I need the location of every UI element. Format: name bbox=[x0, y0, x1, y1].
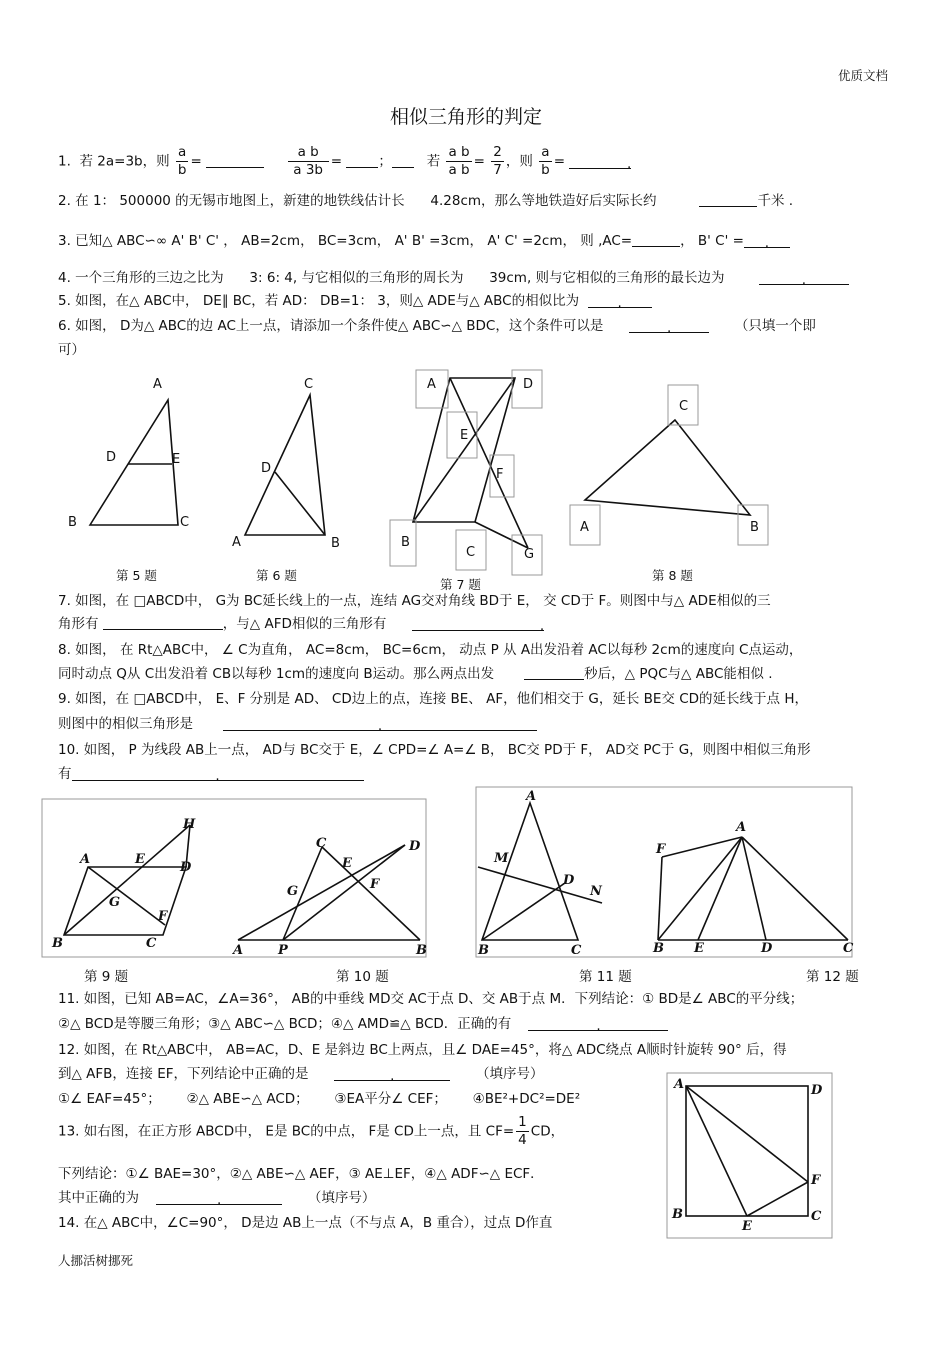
page-title: 相似三角形的判定 bbox=[390, 106, 543, 128]
fig12-label-a: A bbox=[736, 820, 747, 835]
answer-blank[interactable]: . bbox=[72, 766, 364, 781]
answer-blank[interactable] bbox=[392, 153, 414, 168]
fig5-caption: 第 5 题 bbox=[116, 568, 157, 583]
figure-13 bbox=[666, 1072, 834, 1240]
fig13-label-e: E bbox=[742, 1219, 752, 1234]
answer-blank[interactable]: . bbox=[412, 616, 544, 631]
fig8-caption: 第 8 题 bbox=[652, 568, 693, 583]
fig9-label-h: H bbox=[183, 817, 196, 832]
fig11-label-b: B bbox=[478, 943, 489, 958]
fig9-label-f: F bbox=[158, 909, 168, 924]
fraction-2-7: $\frac{2}{7}$ bbox=[493, 144, 502, 178]
fig9-frame bbox=[42, 799, 426, 957]
fig11-caption: 第 11 题 bbox=[579, 969, 632, 985]
fig8-label-a: A bbox=[580, 520, 589, 535]
fig9-label-d: D bbox=[180, 860, 192, 875]
fraction-expression: $\frac{\text{a b}}{a 3b}$ bbox=[288, 144, 329, 179]
fig11-label-d: D bbox=[563, 873, 575, 888]
question-4: 4. 一个三角形的三边之比为 3: 6: 4, 与它相似的三角形的周长为 39cm, 则与它相似的三角形的最长边为 . bbox=[58, 268, 898, 288]
answer-blank[interactable] bbox=[103, 615, 223, 630]
fig10-label-c: C bbox=[316, 836, 327, 851]
answer-blank[interactable] bbox=[524, 665, 584, 680]
fig10-label-f: F bbox=[370, 877, 380, 892]
fig9-parallelogram bbox=[64, 867, 186, 935]
question-7: 7. 如图，在 □ABCD中， G为 BC延长线上的一点，连结 AG交对角线 BD于 E， 交 CD于 F。则图中与△ ADE相似的三 bbox=[58, 593, 771, 609]
question-2: 2. 在 1： 500000 的无锡市地图上，新建的地铁线估计长 4.28cm，那么等地铁造好后实际长约 千米 . bbox=[58, 193, 794, 209]
fig7-label-f: F bbox=[496, 467, 504, 482]
fig11-label-c: C bbox=[571, 943, 582, 958]
fig5-triangle bbox=[90, 400, 181, 525]
question-12-options: ①∠ EAF=45°； ②△ ABE∽△ ACD； ③EA平分∠ CEF； ④BE²+DC²=DE² bbox=[58, 1091, 581, 1107]
answer-blank[interactable]: . bbox=[629, 318, 709, 333]
answer-blank[interactable]: . bbox=[744, 233, 790, 248]
answer-blank[interactable] bbox=[699, 192, 757, 207]
fig7-label-e: E bbox=[460, 428, 469, 443]
fig7-label-d: D bbox=[523, 377, 534, 392]
fig9-label-e: E bbox=[135, 852, 145, 867]
fig10-line-cb bbox=[322, 847, 420, 940]
fig13-square bbox=[686, 1086, 808, 1216]
fig9-label-c: C bbox=[146, 936, 157, 951]
figures-row-2 bbox=[0, 785, 950, 960]
question-11-cont: ②△ BCD是等腰三角形；③△ ABC∽△ BCD；④△ AMD≌△ BCD．正确的有 . bbox=[58, 1014, 898, 1034]
fig8-label-b: B bbox=[750, 520, 759, 535]
fig10-label-a: A bbox=[233, 943, 244, 958]
fig10-label-p: P bbox=[278, 943, 288, 958]
answer-blank[interactable] bbox=[346, 153, 378, 168]
fig5-label-a: A bbox=[153, 377, 162, 392]
fig13-label-c: C bbox=[811, 1209, 822, 1224]
header-label: 优质文档 bbox=[838, 68, 889, 83]
fig12-line-ae bbox=[698, 837, 742, 940]
fig6-label-c: C bbox=[304, 377, 314, 392]
fig5-label-c: C bbox=[180, 515, 190, 530]
fraction-a-over-b: $\frac{a}{b}$ bbox=[177, 144, 187, 178]
fig10-caption: 第 10 题 bbox=[336, 969, 389, 985]
answer-blank[interactable]: . bbox=[528, 1016, 668, 1031]
footer-label: 人挪活树挪死 bbox=[58, 1253, 134, 1268]
fig12-line-af bbox=[662, 837, 742, 857]
question-11: 11. 如图，已知 AB=AC，∠A=36°， AB的中垂线 MD交 AC于点 D、交 AB于点 M．下列结论：① BD是∠ ABC的平分线； bbox=[58, 991, 804, 1007]
question-13: 13. 如右图，在正方形 ABCD中， E是 BC的中点， F是 CD上一点，且 CF= $\frac{1}{4}$ CD， bbox=[58, 1114, 565, 1148]
fig13-label-d: D bbox=[811, 1083, 823, 1098]
fig11-triangle bbox=[482, 803, 578, 940]
fig9-caption: 第 9 题 bbox=[84, 969, 129, 985]
question-9-cont: 则图中的相似三角形是 . bbox=[58, 714, 898, 734]
question-13-conclusions: 下列结论：①∠ BAE=30°，②△ ABE∽△ AEF，③ AE⊥EF，④△ ADF∽△ ECF． bbox=[58, 1166, 544, 1182]
fig12-label-c: C bbox=[843, 941, 854, 956]
fig7-label-a: A bbox=[427, 377, 436, 392]
answer-blank[interactable] bbox=[632, 232, 680, 247]
fig13-label-b: B bbox=[672, 1207, 683, 1222]
fig6-segment-bd bbox=[275, 472, 325, 535]
fig12-label-e: E bbox=[694, 941, 704, 956]
fig6-caption: 第 6 题 bbox=[256, 568, 297, 583]
fig9-line-af bbox=[88, 867, 165, 925]
question-10: 10. 如图， P 为线段 AB上一点， AD与 BC交于 E，∠ CPD=∠ A=∠ B， BC交 PD于 F， AD交 PC于 G，则图中相似三角形 bbox=[58, 742, 811, 758]
fig7-label-g: G bbox=[524, 547, 535, 562]
fig8-triangle bbox=[585, 420, 750, 515]
fig13-label-a: A bbox=[674, 1077, 685, 1092]
fig5-label-d: D bbox=[106, 450, 117, 465]
answer-blank[interactable]: . bbox=[759, 270, 849, 285]
fig7-label-c: C bbox=[466, 545, 476, 560]
fig5-label-b: B bbox=[68, 515, 77, 530]
fig9-label-g: G bbox=[109, 895, 121, 910]
question-3: 3. 已知△ ABC∽∞ A' B' C' ， AB=2cm， BC=3cm， A' B' =3cm， A' C' =2cm， 则 ,AC= ， B' C' = . bbox=[58, 231, 898, 251]
fig10-label-g: G bbox=[287, 884, 299, 899]
answer-blank[interactable]: . bbox=[569, 154, 631, 169]
fig9-label-b: B bbox=[52, 936, 63, 951]
question-6: 6. 如图， D为△ ABC的边 AC上一点，请添加一个条件使△ ABC∽△ BDC，这个条件可以是 . （只填一个即 bbox=[58, 318, 816, 336]
fig12-line-ab bbox=[658, 837, 742, 940]
question-5: 5. 如图，在△ ABC中， DE∥ BC，若 AD： DB=1： 3，则△ ADE与△ ABC的相似比为 . bbox=[58, 291, 898, 311]
fig12-line-ac bbox=[742, 837, 848, 940]
fig12-line-ad bbox=[742, 837, 766, 940]
figures-row-1 bbox=[0, 360, 950, 595]
question-9: 9. 如图，在 □ABCD中， E、F 分别是 AD、 CD边上的点，连接 BE、 AF，他们相交于 G，延长 BE交 CD的延长线于点 H， bbox=[58, 691, 808, 707]
question-13-answer: 其中正确的为 . （填序号） bbox=[58, 1190, 376, 1208]
fig13-line-af bbox=[686, 1086, 808, 1182]
fig6-label-a: A bbox=[232, 535, 241, 550]
fig9-label-a: A bbox=[80, 852, 91, 867]
fig10-label-d: D bbox=[409, 839, 421, 854]
fig11-label-n: N bbox=[590, 884, 602, 899]
fig7-diagonal-bd bbox=[413, 378, 515, 522]
fig12-line-fb bbox=[658, 857, 662, 940]
fig12-label-b: B bbox=[653, 941, 664, 956]
fraction-expression: $\frac{\text{a b}}{\text{a b}}$ bbox=[448, 144, 470, 178]
fig12-label-f: F bbox=[656, 842, 666, 857]
answer-blank[interactable]: . bbox=[223, 716, 537, 731]
question-10-cont: 有 . bbox=[58, 764, 898, 784]
question-14: 14. 在△ ABC中，∠C=90°， D是边 AB上一点（不与点 A，B 重合），过点 D作直 bbox=[58, 1215, 553, 1231]
fig11-label-m: M bbox=[494, 851, 509, 866]
fig7-caption: 第 7 题 bbox=[440, 577, 481, 592]
fig13-label-f: F bbox=[811, 1173, 821, 1188]
answer-blank[interactable] bbox=[206, 153, 264, 168]
fig6-triangle bbox=[245, 395, 325, 535]
fig7-label-b: B bbox=[401, 535, 410, 550]
question-8: 8. 如图， 在 Rt△ABC中， ∠ C为直角， AC=8cm， BC=6cm， 动点 P 从 A出发沿着 AC以每秒 2cm的速度向 C点运动， bbox=[58, 642, 803, 658]
fig12-caption: 第 12 题 bbox=[806, 969, 859, 985]
fig10-label-b: B bbox=[416, 943, 427, 958]
answer-blank[interactable]: . bbox=[588, 293, 652, 308]
fraction-a-over-b: $\frac{a}{b}$ bbox=[541, 144, 550, 178]
answer-blank[interactable]: . bbox=[156, 1190, 282, 1205]
question-8-cont: 同时动点 Q从 C出发沿着 CB以每秒 1cm的速度向 B运动。那么两点出发 秒后，△ PQC与△ ABC能相似 . bbox=[58, 666, 773, 682]
fig12-label-d: D bbox=[761, 941, 773, 956]
fig11-line-bd bbox=[482, 883, 565, 940]
fig13-line-ae bbox=[686, 1086, 747, 1216]
fig13-line-ef bbox=[747, 1182, 808, 1216]
fig10-line-ad bbox=[238, 845, 405, 940]
question-1: 1. 若 2a=3b，则 $\frac{a}{b}$ = $\frac{\text{a b}}{a 3b}$ = ； 若 $\frac{\text{a b}}{\text{a b}}$ = $\frac{2}{7}$ ，则 $\frac{a}{b}$ = . bbox=[58, 144, 632, 178]
question-7-cont: 角形有 ，与△ AFD相似的三角形有 . bbox=[58, 616, 545, 634]
fig5-label-e: E bbox=[172, 452, 181, 467]
question-12: 12. 如图，在 Rt△ABC中， AB=AC，D、E 是斜边 BC上两点，且∠ DAE=45°，将△ ADC绕点 A顺时针旋转 90° 后，得 bbox=[58, 1042, 787, 1058]
fig8-label-c: C bbox=[679, 399, 689, 414]
question-6-cont: 可） bbox=[58, 342, 85, 358]
fraction-1-4: $\frac{1}{4}$ bbox=[518, 1114, 527, 1148]
question-12-cont: 到△ AFB，连接 EF，下列结论中正确的是 . （填序号） bbox=[58, 1066, 544, 1084]
fig6-label-b: B bbox=[331, 536, 340, 551]
fig6-label-d: D bbox=[261, 461, 272, 476]
fig10-label-e: E bbox=[342, 856, 352, 871]
answer-blank[interactable]: . bbox=[334, 1066, 450, 1081]
fig11-label-a: A bbox=[526, 789, 537, 804]
